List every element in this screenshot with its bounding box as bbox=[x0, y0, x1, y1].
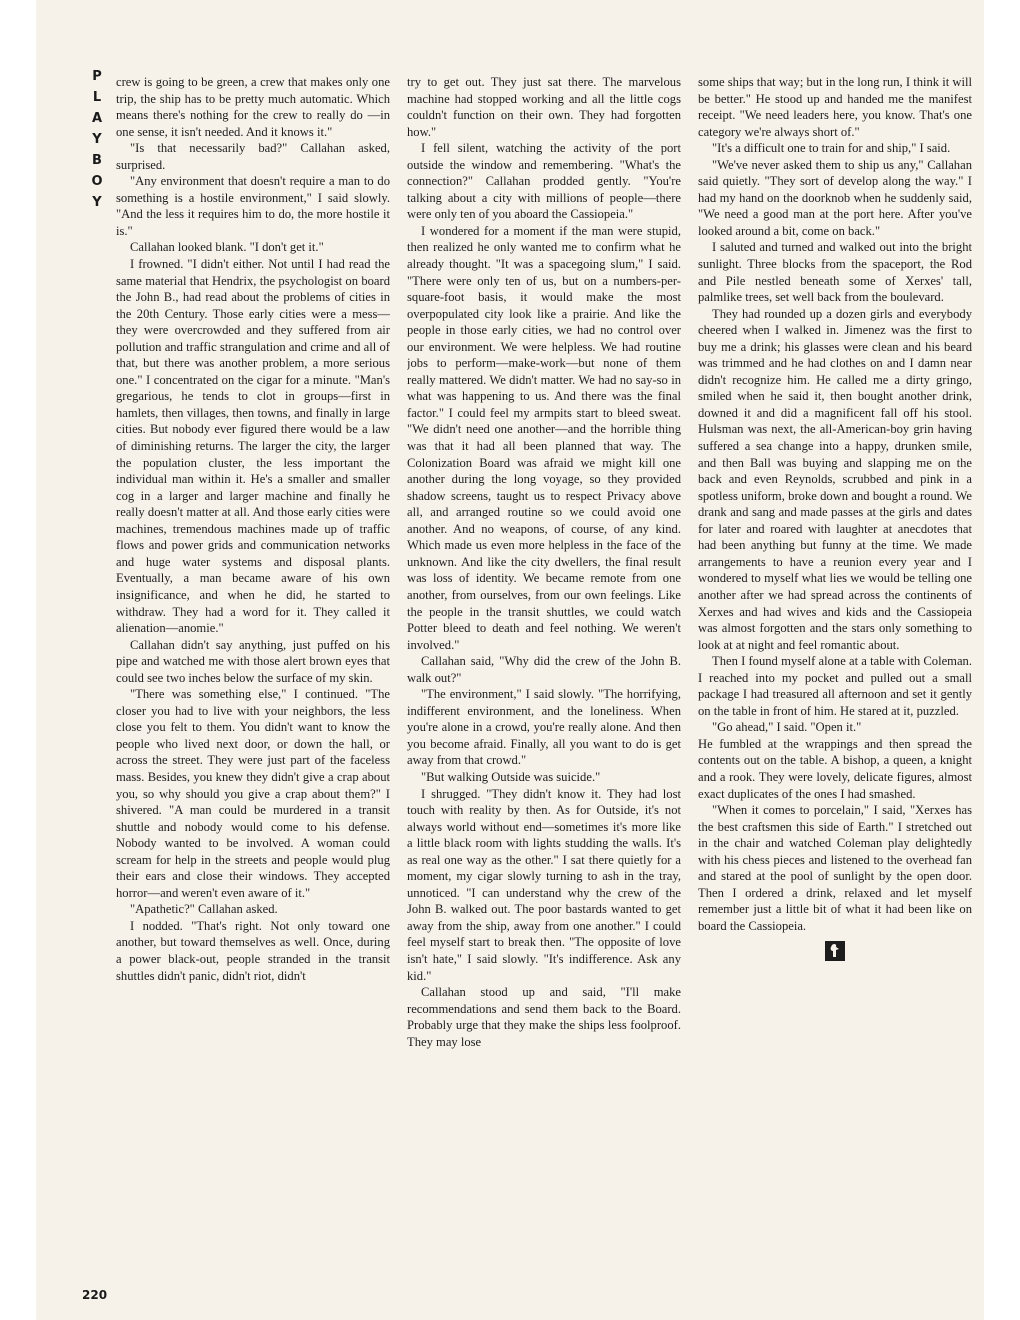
running-head-letter: P bbox=[92, 69, 102, 84]
page-number: 220 bbox=[82, 1288, 108, 1302]
paragraph: I frowned. "I didn't either. Not until I had read the same material that Hendrix, the psychologist on board the John B., had read about the problems of cities in the 20th Century. Those early cities were a mess—they were overcrowded and they suffered from air pollution and traffic strangulation and crime and all of that, but there was another problem, a more serious one." I concentrated on the cigar for a minute. "Man's gregarious, he tends to clot in groups—first in hamlets, then villages, then towns, and finally in large cities. But nobody ever figured there would be a law of diminishing returns. The larger the city, the larger the population cluster, the less important the individual man within it. He's a smaller and smaller cog in a larger and larger machine and finally he really doesn't matter at all. And those early cities were machines, tremendous machines made up of traffic flows and power grids and communication networks and huge water systems and disposal plants. Eventually, a man became aware of his own insignificance, and when he did, he started to withdraw. They had a word for it. They called it alienation—anomie." bbox=[116, 257, 390, 636]
paragraph: crew is going to be green, a crew that makes only one trip, the ship has to be pretty much automatic. Which means there's nothing for the crew to really do —in one sense, it isn't needed. And it knows it." bbox=[116, 75, 390, 139]
paragraph: "Go ahead," I said. "Open it." bbox=[712, 720, 862, 735]
text-column-3 bbox=[698, 74, 972, 1304]
paragraph: He fumbled at the wrappings and then spread the contents out on the table. A bishop, a queen, a knight and a rook. They were lovely, delicate figures, almost exact duplicates of the ones I had smashed. bbox=[698, 736, 972, 801]
paragraph: Callahan didn't say anything, just puffed on his pipe and watched me with those alert brown eyes that could see two inches below the surface of my skin. bbox=[116, 637, 390, 685]
paragraph: They had rounded up a dozen girls and everybody cheered when I walked in. Jimenez was the first to buy me a drink; his glasses were clean and his beard was trimmed and he had clothes on and I damn near didn't recognize him. He called me a dirty gringo, smiled when he said it, then bought another drink, downed it and did a magnificent fall off his stool. Hulsman was next, the all-American-boy grin having suffered a sea change into a happy, drunken smile, and then Ball was buying and slapping me on the back and even Reynolds, scrubbed and pink in a spotless uniform, broke down and bought a round. We drank and sang and made passes at the girls and dates for later and roared with laughter at anecdotes that had been anything but funny at the time. We made arrangements to have a reunion every year and I wondered to myself what lies we would be telling one another after we had spread across the continents of Xerxes and had wives and kids and the Cassiopeia was almost forgotten and the stars only something to look at at night and feel romantic about. bbox=[698, 306, 972, 652]
running-head-letter: L bbox=[92, 90, 102, 105]
end-mark-icon bbox=[824, 940, 846, 962]
text-column-1 bbox=[116, 74, 390, 1304]
paragraph: "Any environment that doesn't require a man to do something is a hostile environment," I said slowly. "And the less it requires him to do, the more hostile it is." bbox=[116, 174, 390, 238]
paragraph: try to get out. They just sat there. The marvelous machine had stopped working and all the little cogs couldn't function on their own. They had forgotten how." bbox=[407, 75, 681, 139]
running-head-letter: A bbox=[91, 111, 103, 126]
magazine-page bbox=[36, 0, 984, 1320]
paragraph: "There was something else," I continued. "The closer you had to live with your neighbors, the less close you felt to them. You didn't want to know the people who lived next door, or down the hall, or across the street. They were just part of the faceless mass. Besides, you knew they didn't give a crap about you, so why should you give a crap about them?" I shivered. "A man could be murdered in a transit shuttle and nobody would come to his defense. Nobody wanted to be involved. A woman could scream for help in the streets and people would plug their ears and close their windows. They accepted horror—and weren't even aware of it." bbox=[116, 687, 390, 900]
running-head-letter: O bbox=[91, 174, 103, 189]
paragraph: "The environment," I said slowly. "The horrifying, indifferent environment, and the loneliness. When you're alone in a crowd, you're really alone. And then you become afraid. Finally, all you want to do is get away from that crowd." bbox=[407, 687, 681, 768]
paragraph: "Apathetic?" Callahan asked. bbox=[130, 902, 278, 917]
running-head-letter: B bbox=[92, 153, 102, 168]
paragraph: Callahan looked blank. "I don't get it." bbox=[130, 240, 324, 255]
paragraph: "Is that necessarily bad?" Callahan asked, surprised. bbox=[116, 141, 390, 172]
paragraph: I fell silent, watching the activity of the port outside the window and remembering. "What's the connection?" Callahan prodded gently. "You're talking about a city with millions of people—there were only ten of you aboard the Cassiopeia." bbox=[407, 141, 681, 222]
running-head bbox=[90, 66, 104, 213]
paragraph: I saluted and turned and walked out into the bright sunlight. Three blocks from the spaceport, the Rod and Pile nestled beneath some of Xerxes' tall, palmlike trees, set well back from the boulevard. bbox=[698, 240, 972, 305]
text-column-2 bbox=[407, 74, 681, 1304]
paragraph: I shrugged. "They didn't know it. They had lost touch with reality by then. As for Outside, it's not always world without end—sometimes it's more like a little black room with lights studding the walls. It's as real one way as the other." I sat there quietly for a moment, my cigar slowly turning to ash in the tray, unnoticed. "I can understand why the crew of the John B. walked out. The poor bastards wanted to get away from the ship, away from one another." I could feel myself start to break then. "The opposite of love isn't hate," I said slowly. "It's indifference. Ask any kid." bbox=[407, 786, 681, 983]
paragraph: "It's a difficult one to train for and ship," I said. bbox=[712, 141, 951, 156]
paragraph: I nodded. "That's right. Not only toward one another, but toward themselves as well. Once, during a power black-out, people stranded in the transit shuttles didn't panic, didn't riot, didn't bbox=[116, 918, 390, 983]
paragraph: I wondered for a moment if the man were stupid, then realized he only wanted me to confirm what he already thought. "It was a spacegoing slum," I said. "There were only ten of us, but on a numbers-per-square-foot basis, it would make the most overpopulated city look like a prairie. And like the people in those early cities, we had no control over our environment. We were helpless. We had routine jobs to perform—make-work—but none of them really mattered. We didn't matter. We had no say-so in what was happening to us. And there was the final factor." I could feel my armpits start to bleed sweat. "We didn't need one another—and the horrible thing was that it had all been planned that way. The Colonization Board was afraid we might kill one another during the long voyage, so they provided shadow screens, taught us to respect Privacy above all, and arranged routine so we could avoid one another. And no weapons, of course, of any kind. Which made us even more helpless in the face of the unknown. And like the city dwellers, the final result was loss of identity. We became remote from one another, from ourselves, from our own feelings. Like the people in the transit shuttles, we could watch Potter bleed to death and feel nothing. We weren't involved." bbox=[407, 223, 681, 652]
paragraph: Then I found myself alone at a table with Coleman. I reached into my pocket and pulled out a small package I had treasured all afternoon and set it gently on the table in front of him. He stared at it, puzzled. bbox=[698, 654, 972, 718]
paragraph: "But walking Outside was suicide." bbox=[421, 769, 601, 784]
paragraph: "When it comes to porcelain," I said, "Xerxes has the best craftsmen this side of Earth." I stretched out in the chair and watched Coleman play delightedly with his chess pieces and listened to the overhead fan and stared at the pool of sunlight by the open door. Then I ordered a drink, relaxed and let myself remember just a little bit of what it had been like on board the Cassiopeia. bbox=[698, 803, 972, 933]
running-head-letter: Y bbox=[92, 132, 102, 147]
paragraph: Callahan said, "Why did the crew of the John B. walk out?" bbox=[407, 654, 681, 685]
running-head-letter: Y bbox=[92, 195, 102, 210]
paragraph: Callahan stood up and said, "I'll make recommendations and send them back to the Board. Probably urge that they make the ships less foolproof. They may lose bbox=[407, 985, 681, 1049]
paragraph: "We've never asked them to ship us any," Callahan said quietly. "They sort of develop along the way." I had my hand on the doorknob when he suddenly said, "We need a good man at the port here. After you've looked around a bit, come on back." bbox=[698, 157, 972, 238]
paragraph: some ships that way; but in the long run, I think it will be better." He stood up and handed me the manifest receipt. "We need leaders here, you know. That's one category we're always short of." bbox=[698, 75, 972, 139]
